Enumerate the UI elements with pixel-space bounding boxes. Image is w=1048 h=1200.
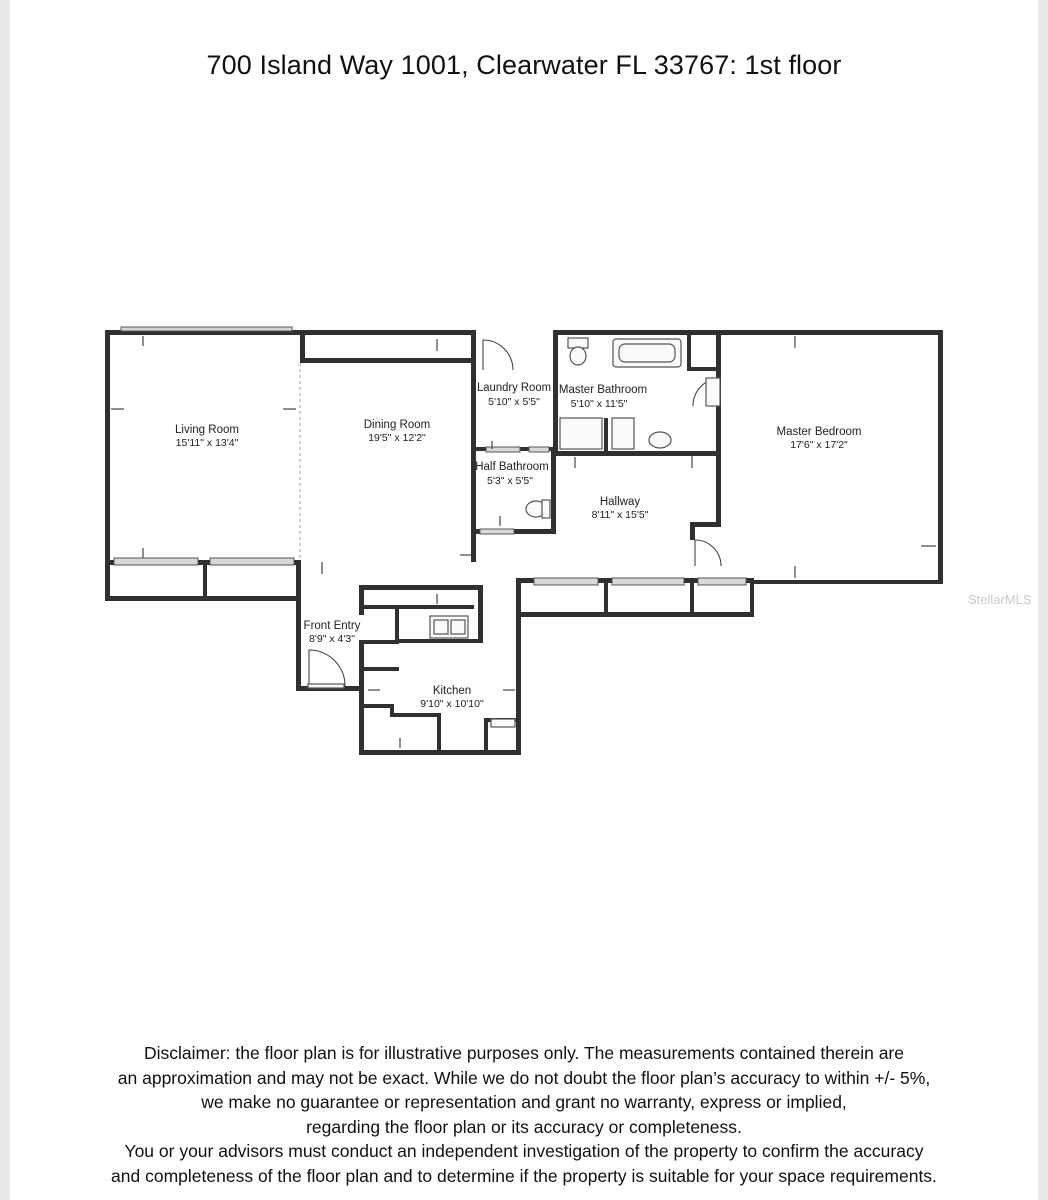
- disclaimer-line: we make no guarantee or representation and grant no warranty, express or implied,: [201, 1092, 847, 1112]
- wall-segment: [553, 330, 558, 455]
- appliance: [491, 719, 515, 727]
- door-swing: [309, 650, 345, 686]
- living-room-name: Living Room: [175, 424, 239, 436]
- master-bedroom-dims: 17'6" x 17'2": [790, 439, 848, 451]
- master-bathroom-dims: 5'10" x 11'5": [570, 398, 628, 410]
- window: [529, 447, 549, 452]
- wall-segment: [296, 596, 301, 691]
- window: [486, 447, 520, 452]
- wall-segment: [551, 451, 556, 533]
- wall-segment: [690, 578, 694, 616]
- wall-segment: [750, 580, 754, 616]
- laundry-room-dims: 5'10" x 5'5": [488, 396, 540, 408]
- wall-segment: [516, 612, 754, 617]
- wall-segment: [359, 585, 483, 590]
- wall-segment: [604, 418, 608, 453]
- disclaimer-line: Disclaimer: the floor plan is for illustrative purposes only. The measurements contained therein are: [144, 1043, 904, 1063]
- wall-segment: [690, 522, 695, 540]
- wall-segment: [364, 667, 399, 671]
- wall-segment: [553, 451, 721, 456]
- wall-segment: [484, 718, 488, 753]
- watermark-logo: StellarMLS: [968, 592, 1032, 607]
- kitchen-dims: 9'10" x 10'10": [420, 698, 484, 710]
- wall-segment: [553, 330, 943, 335]
- door-swing: [695, 540, 721, 566]
- entry-door: [308, 684, 344, 688]
- half-bathroom-dims: 5'3" x 5'5": [487, 475, 533, 487]
- wall-segment: [516, 582, 521, 754]
- window: [480, 529, 514, 534]
- disclaimer-line: regarding the floor plan or its accuracy or completeness.: [306, 1116, 742, 1137]
- bathtub-basin: [619, 344, 675, 362]
- wall-segment: [687, 335, 691, 370]
- living-room-dims: 15'11" x 13'4": [175, 437, 239, 449]
- wall-segment: [296, 560, 301, 600]
- wall-segment: [716, 330, 721, 526]
- master-bedroom-name: Master Bedroom: [776, 426, 862, 438]
- vanity: [612, 418, 634, 449]
- disclaimer-line: You or your advisors must conduct an independent investigation of the property to confirm the accuracy: [124, 1141, 924, 1161]
- shower: [560, 418, 602, 449]
- wall-segment: [203, 560, 207, 600]
- wall-segment: [300, 330, 476, 335]
- toilet: [570, 347, 586, 365]
- window: [210, 558, 294, 565]
- laundry-room-name: Laundry Room: [477, 382, 551, 394]
- window: [612, 578, 684, 585]
- disclaimer-line: an approximation and may not be exact. While we do not doubt the floor plan’s accuracy to within +/- 5%,: [117, 1067, 931, 1088]
- wall-segment: [395, 609, 399, 639]
- hallway-dims: 8'11" x 15'5": [591, 509, 649, 521]
- wall-segment: [300, 358, 476, 363]
- hallway-name: Hallway: [599, 496, 641, 508]
- wall-segment: [359, 640, 364, 755]
- half-bathroom-name: Half Bathroom: [475, 461, 549, 473]
- window: [114, 558, 198, 565]
- wall-segment: [364, 704, 394, 708]
- kitchen-sink-basin: [434, 620, 448, 634]
- door-leaf: [706, 378, 720, 406]
- window: [534, 578, 598, 585]
- window: [121, 327, 292, 331]
- wall-segment: [300, 330, 305, 362]
- master-bathroom-name: Master Bathroom: [558, 384, 648, 396]
- front-entry-name: Front Entry: [303, 620, 361, 632]
- wall-segment: [478, 585, 483, 643]
- wall-segment: [359, 640, 399, 644]
- door-swing: [483, 340, 513, 370]
- sink: [649, 432, 671, 448]
- dining-room-name: Dining Room: [363, 419, 431, 431]
- dining-room-dims: 19'5" x 12'2": [368, 432, 426, 444]
- kitchen-sink-basin: [451, 620, 465, 634]
- kitchen-name: Kitchen: [432, 685, 472, 697]
- wall-segment: [359, 585, 364, 615]
- wall-segment: [390, 713, 441, 717]
- wall-segment: [437, 713, 441, 753]
- wall-segment: [752, 580, 943, 584]
- wall-segment: [687, 367, 718, 371]
- wall-segment: [395, 639, 478, 643]
- disclaimer-line: and completeness of the floor plan and to determine if the property is suitable for your space requirements.: [111, 1165, 937, 1186]
- front-entry-dims: 8'9" x 4'3": [309, 633, 355, 645]
- wall-segment: [471, 330, 476, 562]
- page-title: 700 Island Way 1001, Clearwater FL 33767: 1st floor: [206, 50, 842, 80]
- window: [698, 578, 746, 585]
- disclaimer: [20, 1041, 1028, 1188]
- wall-segment: [604, 578, 608, 616]
- wall-segment: [364, 605, 474, 609]
- wall-segment: [938, 330, 943, 584]
- toilet-tank: [542, 500, 550, 518]
